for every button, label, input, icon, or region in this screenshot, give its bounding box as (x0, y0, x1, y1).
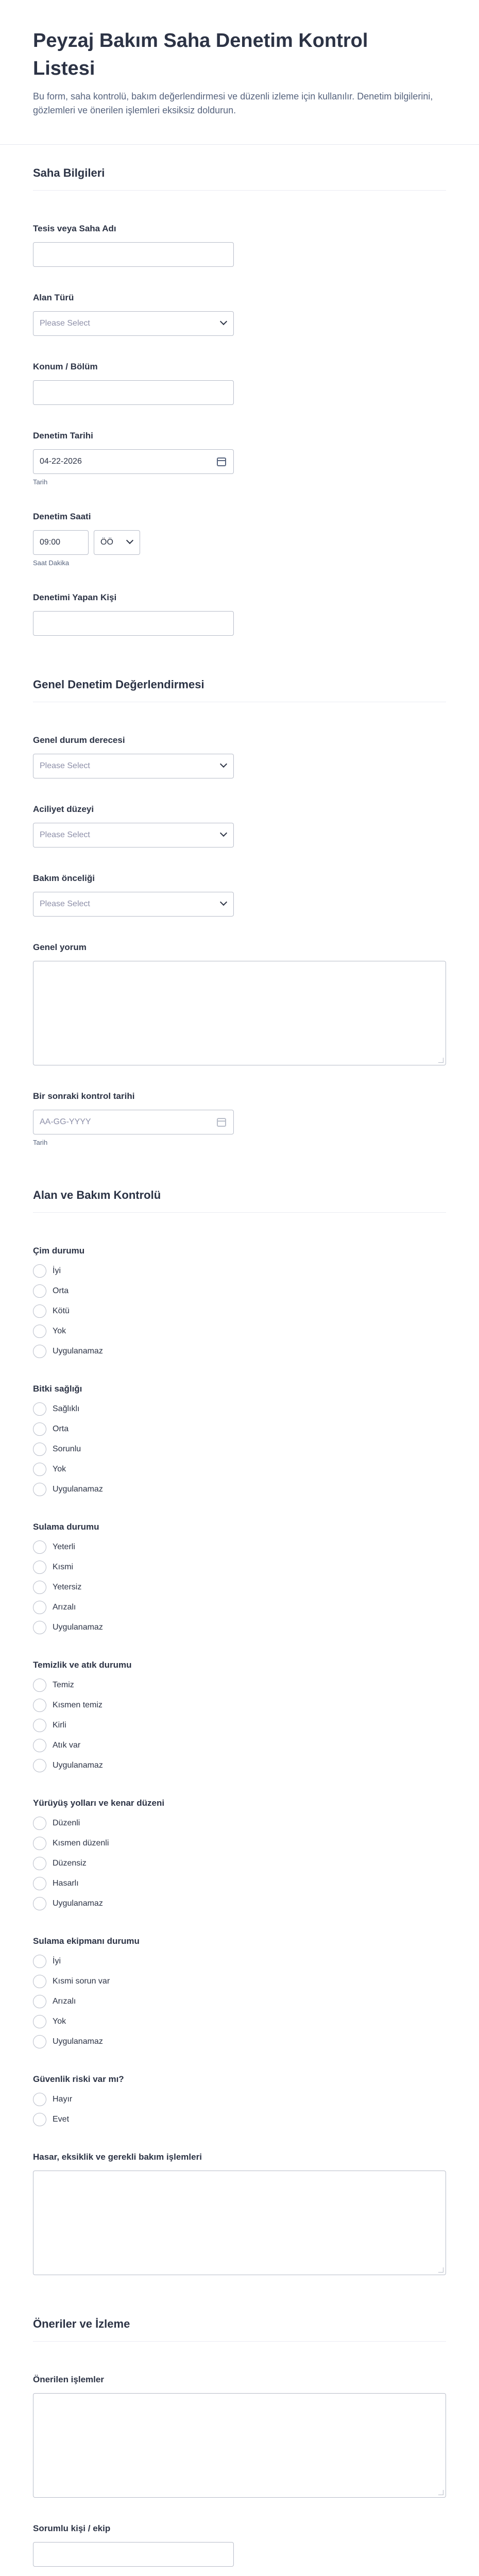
next-check-label: Bir sonraki kontrol tarihi (33, 1091, 135, 1101)
radio-button[interactable] (33, 2035, 46, 2048)
responsible-input[interactable] (33, 2542, 234, 2567)
responsible-label: Sorumlu kişi / ekip (33, 2523, 111, 2533)
radio-group-label: Sulama durumu (33, 1522, 99, 1532)
time-input[interactable] (33, 530, 89, 555)
radio-list (33, 1264, 446, 1358)
radio-option[interactable] (33, 1877, 446, 1890)
field-radio-group (33, 1246, 446, 1358)
section-title-recommendations: Öneriler ve İzleme (33, 2296, 446, 2342)
inspection-time-label: Denetim Saati (33, 512, 91, 521)
radio-option-label: Temiz (53, 1681, 74, 1689)
radio-option-label: Kirli (53, 1721, 66, 1730)
radio-button[interactable] (33, 1817, 46, 1830)
radio-option[interactable] (33, 1422, 446, 1436)
radio-button[interactable] (33, 1955, 46, 1968)
inspector-input[interactable] (33, 611, 234, 636)
field-radio-group (33, 1522, 446, 1634)
chevron-down-icon (126, 537, 133, 544)
radio-option-label: Uygulanamaz (53, 1485, 103, 1494)
radio-option-label: Orta (53, 1286, 69, 1295)
radio-group-label: Bitki sağlığı (33, 1384, 82, 1394)
radio-option-label: Evet (53, 2115, 70, 2124)
actions-label: Önerilen işlemler (33, 2375, 104, 2384)
radio-option[interactable] (33, 1443, 446, 1456)
radio-option[interactable] (33, 1483, 446, 1496)
section-title-maintenance: Alan ve Bakım Kontrolü (33, 1167, 446, 1213)
facility-input[interactable] (33, 242, 234, 267)
next-check-placeholder: AA-GG-YYYY (40, 1117, 91, 1126)
resize-handle[interactable] (438, 2267, 443, 2273)
radio-option[interactable] (33, 1284, 446, 1298)
radio-button[interactable] (33, 1699, 46, 1712)
area-type-label: Alan Türü (33, 293, 74, 302)
radio-option-label: Düzenli (53, 1819, 80, 1827)
radio-option-label: Hayır (53, 2095, 73, 2104)
radio-option-label: Hasarlı (53, 1879, 79, 1888)
chevron-down-icon (220, 899, 227, 906)
radio-button[interactable] (33, 1759, 46, 1772)
radio-option-label: Kısmi (53, 1563, 73, 1571)
radio-button[interactable] (33, 2113, 46, 2126)
section-general (0, 656, 479, 1146)
radio-list (33, 1817, 446, 1910)
chevron-down-icon (220, 829, 227, 837)
form-title: Peyzaj Bakım Saha Denetim Kontrol Listesi (33, 30, 368, 79)
field-radio-group (33, 1660, 446, 1772)
radio-option[interactable] (33, 2015, 446, 2028)
radio-option-label: Arızalı (53, 1603, 76, 1612)
radio-option[interactable] (33, 1561, 446, 1574)
radio-button[interactable] (33, 1739, 46, 1752)
priority-placeholder: Please Select (40, 900, 90, 908)
radio-button[interactable] (33, 1443, 46, 1456)
radio-button[interactable] (33, 1581, 46, 1594)
radio-option[interactable] (33, 1837, 446, 1850)
radio-option[interactable] (33, 1621, 446, 1634)
radio-option[interactable] (33, 2113, 446, 2126)
field-facility (33, 224, 446, 267)
facility-label: Tesis veya Saha Adı (33, 224, 116, 233)
radio-option-label: Düzensiz (53, 1859, 87, 1868)
radio-button[interactable] (33, 1719, 46, 1732)
radio-button[interactable] (33, 1402, 46, 1416)
urgency-label: Aciliyet düzeyi (33, 804, 94, 814)
radio-button[interactable] (33, 1897, 46, 1910)
radio-option-label: Yok (53, 1327, 66, 1335)
field-inspection-date (33, 431, 446, 486)
radio-option[interactable] (33, 1975, 446, 1988)
radio-group-label: Çim durumu (33, 1246, 85, 1256)
radio-option[interactable] (33, 2093, 446, 2106)
damage-label: Hasar, eksiklik ve gerekli bakım işlemleri (33, 2152, 202, 2162)
radio-option[interactable] (33, 1699, 446, 1712)
radio-option-label: Uygulanamaz (53, 1347, 103, 1355)
radio-button[interactable] (33, 1483, 46, 1496)
radio-option[interactable] (33, 1540, 446, 1554)
actions-textarea[interactable] (33, 2393, 446, 2498)
location-label: Konum / Bölüm (33, 362, 98, 371)
radio-option[interactable] (33, 1739, 446, 1752)
field-comment (33, 942, 446, 1065)
radio-list (33, 1540, 446, 1634)
field-damage (33, 2152, 446, 2275)
section-title-site-info: Saha Bilgileri (33, 145, 446, 191)
field-radio-group (33, 1384, 446, 1496)
radio-option-label: Uygulanamaz (53, 1761, 103, 1770)
radio-option[interactable] (33, 1304, 446, 1318)
radio-list (33, 1955, 446, 2048)
radio-option-label: Atık var (53, 1741, 81, 1750)
ampm-value: ÖÖ (100, 538, 113, 547)
radio-option-label: Sağlıklı (53, 1404, 80, 1413)
priority-label: Bakım önceliği (33, 873, 95, 883)
next-check-input[interactable] (33, 1110, 234, 1134)
field-radio-group (33, 2074, 446, 2126)
radio-option[interactable] (33, 1325, 446, 1338)
radio-option-label: Uygulanamaz (53, 1899, 103, 1908)
next-check-sublabel: Tarih (33, 1139, 48, 1146)
inspection-time-sublabel: Saat Dakika (33, 559, 70, 567)
field-urgency (33, 804, 446, 848)
radio-option[interactable] (33, 1264, 446, 1278)
field-area-type (33, 293, 446, 336)
radio-button[interactable] (33, 1264, 46, 1278)
radio-option[interactable] (33, 2035, 446, 2048)
urgency-select[interactable] (33, 823, 234, 848)
radio-option-label: Arızalı (53, 1997, 76, 2006)
radio-list (33, 2093, 446, 2126)
radio-button[interactable] (33, 1975, 46, 1988)
radio-button[interactable] (33, 1679, 46, 1692)
radio-button[interactable] (33, 1561, 46, 1574)
radio-button[interactable] (33, 1857, 46, 1870)
urgency-placeholder: Please Select (40, 831, 90, 839)
radio-button[interactable] (33, 1601, 46, 1614)
radio-option-label: İyi (53, 1266, 61, 1275)
radio-option[interactable] (33, 1463, 446, 1476)
radio-option[interactable] (33, 1402, 446, 1416)
radio-option-label: Kötü (53, 1307, 70, 1315)
radio-button[interactable] (33, 1877, 46, 1890)
section-recommendations (0, 2296, 479, 2576)
inspection-date-sublabel: Tarih (33, 478, 48, 486)
radio-option-label: Uygulanamaz (53, 2037, 103, 2046)
field-overall (33, 735, 446, 778)
radio-button[interactable] (33, 1621, 46, 1634)
overall-placeholder: Please Select (40, 761, 90, 770)
radio-button[interactable] (33, 1837, 46, 1850)
radio-option[interactable] (33, 1857, 446, 1870)
radio-option[interactable] (33, 1759, 446, 1772)
radio-group-label: Temizlik ve atık durumu (33, 1660, 132, 1670)
field-next-check (33, 1091, 446, 1146)
radio-option[interactable] (33, 1679, 446, 1692)
radio-option[interactable] (33, 1995, 446, 2008)
area-type-placeholder: Please Select (40, 319, 90, 328)
inspection-date-value: 04-22-2026 (40, 457, 82, 466)
time-value: 09:00 (40, 538, 61, 547)
field-location (33, 362, 446, 405)
radio-list (33, 1679, 446, 1772)
field-actions (33, 2375, 446, 2498)
radio-option[interactable] (33, 1719, 446, 1732)
comment-textarea[interactable] (33, 961, 446, 1065)
calendar-icon[interactable] (217, 1118, 226, 1127)
field-priority (33, 873, 446, 917)
field-inspector (33, 592, 446, 636)
calendar-icon[interactable] (217, 457, 226, 466)
resize-handle[interactable] (438, 1058, 443, 1063)
inspector-label: Denetimi Yapan Kişi (33, 592, 117, 602)
radio-button[interactable] (33, 1422, 46, 1436)
damage-textarea[interactable] (33, 2171, 446, 2275)
section-site-info (0, 145, 479, 636)
inspection-date-label: Denetim Tarihi (33, 431, 93, 440)
radio-group-label: Sulama ekipmanı durumu (33, 1936, 140, 1946)
priority-select[interactable] (33, 892, 234, 917)
field-radio-group (33, 1798, 446, 1910)
section-title-general: Genel Denetim Değerlendirmesi (33, 656, 446, 702)
radio-button[interactable] (33, 2093, 46, 2106)
radio-option-label: Kısmen düzenli (53, 1839, 109, 1848)
radio-option-label: Uygulanamaz (53, 1623, 103, 1632)
form-header (0, 0, 479, 145)
radio-option[interactable] (33, 1345, 446, 1358)
radio-group-label: Yürüyüş yolları ve kenar düzeni (33, 1798, 165, 1808)
radio-option-label: İyi (53, 1957, 61, 1965)
radio-button[interactable] (33, 1304, 46, 1318)
time-row (33, 530, 446, 555)
inspection-date-input[interactable] (33, 449, 234, 474)
area-type-select[interactable] (33, 311, 234, 336)
radio-option-label: Kısmen temiz (53, 1701, 102, 1709)
radio-groups (33, 1246, 446, 2126)
section-maintenance (0, 1167, 479, 2275)
radio-option[interactable] (33, 1581, 446, 1594)
field-responsible (33, 2523, 446, 2567)
field-inspection-time (33, 512, 446, 567)
radio-group-label: Güvenlik riski var mı? (33, 2074, 124, 2084)
radio-option[interactable] (33, 1897, 446, 1910)
chevron-down-icon (220, 318, 227, 325)
radio-button[interactable] (33, 1463, 46, 1476)
radio-button[interactable] (33, 1325, 46, 1338)
radio-button[interactable] (33, 1995, 46, 2008)
chevron-down-icon (220, 760, 227, 768)
radio-option-label: Orta (53, 1425, 69, 1433)
radio-option-label: Yeterli (53, 1543, 75, 1551)
radio-option-label: Yok (53, 1465, 66, 1473)
radio-option[interactable] (33, 1955, 446, 1968)
radio-option-label: Kısmi sorun var (53, 1977, 110, 1986)
form-description: Bu form, saha kontrolü, bakım değerlendirmesi ve düzenli izleme için kullanılır. Denetim bilgilerini, gözlemleri ve önerilen işlemleri eksiksiz doldurun. (33, 91, 433, 115)
ampm-select[interactable] (94, 530, 140, 555)
radio-option[interactable] (33, 1601, 446, 1614)
radio-option-label: Yok (53, 2017, 66, 2026)
overall-label: Genel durum derecesi (33, 735, 125, 745)
field-radio-group (33, 1936, 446, 2048)
radio-button[interactable] (33, 1540, 46, 1554)
radio-list (33, 1402, 446, 1496)
radio-option-label: Yetersiz (53, 1583, 82, 1591)
radio-button[interactable] (33, 1345, 46, 1358)
location-input[interactable] (33, 380, 234, 405)
radio-button[interactable] (33, 2015, 46, 2028)
radio-option-label: Sorunlu (53, 1445, 81, 1453)
radio-button[interactable] (33, 1284, 46, 1298)
overall-select[interactable] (33, 754, 234, 778)
radio-option[interactable] (33, 1817, 446, 1830)
resize-handle[interactable] (438, 2490, 443, 2495)
comment-label: Genel yorum (33, 942, 87, 952)
